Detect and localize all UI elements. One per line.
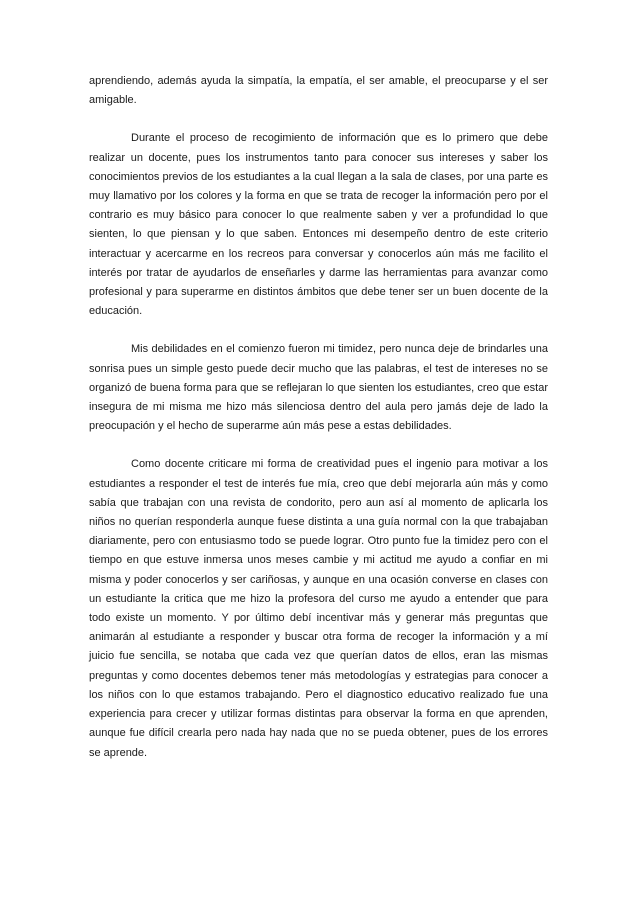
paragraph-weaknesses: Mis debilidades en el comienzo fueron mi timidez, pero nunca deje de brindarles una sonrisa pues un simple gesto puede decir mucho que las palabras, el test de intereses no se organizó de buena forma para que se reflejaran lo que sienten los estudiantes, creo que estar insegura de mi misma me hizo más silenciosa dentro del aula pero jamás deje de lado la preocupación y el hecho de superarme aún más pese a estas debilidades. [89,343,548,433]
paragraph-information-gathering: Durante el proceso de recogimiento de información que es lo primero que debe realizar un docente, pues los instrumentos tanto para conocer sus intereses y saber los conocimientos previos de los estudiantes a la cual llegan a la sala de clases, por una parte es muy llamativo por los colores y la forma en que se trata de recoger la información pero por el contrario es muy básico para conocer lo que realmente saben y ver a profundidad lo que sienten, lo que piensan y lo que saben. Entonces mi desempeño dentro de este criterio interactuar y acercarme en los recreos para conversar y conocerlos aún más me facilito el interés por tratar de ayudarlos de enseñarles y darme las herramientas para avanzar como profesional y para superarme en distintos ámbitos que debe tener ser un buen docente de la educación. [89,132,548,318]
paragraph-continuation: aprendiendo, además ayuda la simpatía, la empatía, el ser amable, el preocuparse y el ser amigable. [89,75,548,107]
paragraph-self-critique: Como docente criticare mi forma de creatividad pues el ingenio para motivar a los estudiantes a responder el test de interés fue mía, creo que debí mejorarla aún más y como sabía que trabajan con una revista de condorito, pero aun así al momento de aplicarla los niños no querían responderla aunque fuese distinta a una guía normal con la que trabajaban diariamente, pero con entusiasmo todo se puede lograr. Otro punto fue la timidez pero con el tiempo en que estuve inmersa unos meses cambie y mi actitud me ayudo a confiar en mi misma y poder conocerlos y ser cariñosas, y aunque en una ocasión converse en clases con un estudiante la critica que me hizo la profesora del curso me ayudo a entender que para todo existe un momento. Y por último debí incentivar más y generar más preguntas que animarán al estudiante a responder y buscar otra forma de recoger la información y a mí juicio fue sencilla, se notaba que cada vez que querían datos de ellos, eran las mismas preguntas y como docentes debemos tener más metodologías y estrategias para conocer a los niños con lo que estamos trabajando. Pero el diagnostico educativo realizado fue una experiencia para crecer y utilizar formas distintas para observar la forma en que aprenden, aunque fue difícil crearla pero nada hay nada que no se pueda obtener, pues de los errores se aprende. [89,458,548,759]
